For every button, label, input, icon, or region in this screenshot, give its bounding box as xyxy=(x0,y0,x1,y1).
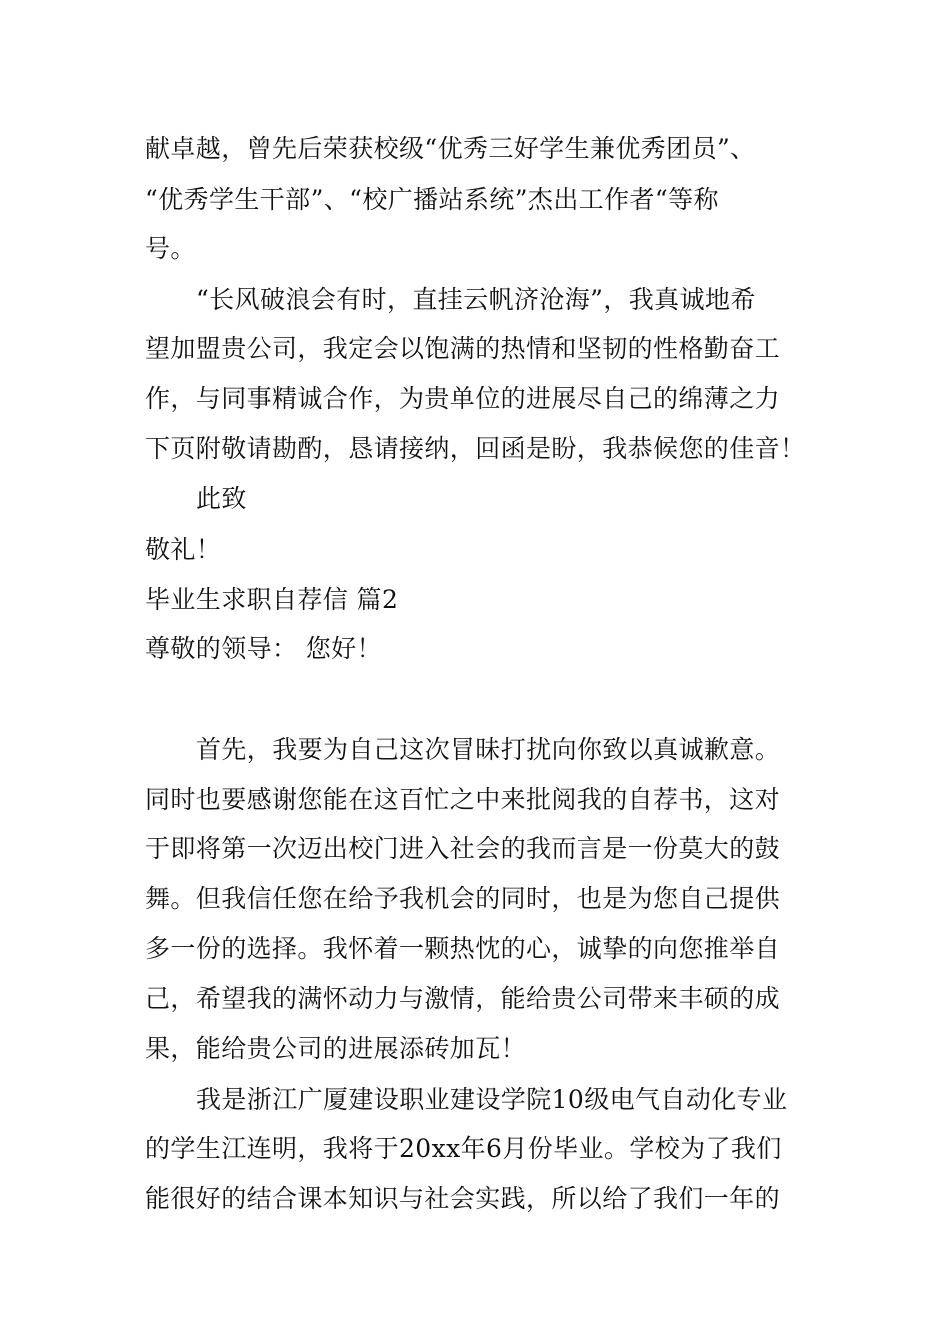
section-title: 毕业生求职自荐信 篇2 xyxy=(145,585,399,614)
text-line: 首先，我要为自己这次冒昧打扰向你致以真诚歉意。 xyxy=(196,735,781,764)
text-line: 作，与同事精诚合作，为贵单位的进展尽自己的绵薄之力 xyxy=(145,384,781,413)
text-line: 望加盟贵公司，我定会以饱满的热情和坚韧的性格勤奋工 xyxy=(145,334,781,363)
text-line: 我是浙江广厦建设职业建设学院10级电气自动化专业 xyxy=(196,1085,788,1114)
text-line: 多一份的选择。我怀着一颗热忱的心，诚挚的向您推举自 xyxy=(145,934,781,963)
text-line: “优秀学生干部”、“校广播站系统”杰出工作者“等称 xyxy=(145,185,719,214)
text-line: 舞。但我信任您在给予我机会的同时，也是为您自己提供 xyxy=(145,884,781,913)
closing-phrase: 此致 xyxy=(196,484,247,513)
text-line: 献卓越，曾先后荣获校级“优秀三好学生兼优秀团员”、 xyxy=(145,134,756,163)
text-line: 己，希望我的满怀动力与激情，能给贵公司带来丰硕的成 xyxy=(145,984,781,1013)
text-line: “长风破浪会有时，直挂云帆济沧海”，我真诚地希 xyxy=(196,285,756,314)
text-line: 号。 xyxy=(145,234,196,263)
text-line: 同时也要感谢您能在这百忙之中来批阅我的自荐书，这对 xyxy=(145,785,781,814)
text-line: 能很好的结合课本知识与社会实践，所以给了我们一年的 xyxy=(145,1184,781,1213)
closing-salute: 敬礼！ xyxy=(145,535,222,564)
text-line: 的学生江连明，我将于20xx年6月份毕业。学校为了我们 xyxy=(145,1134,782,1163)
greeting: 尊敬的领导： 您好！ xyxy=(145,634,382,663)
text-line: 于即将第一次迈出校门进入社会的我而言是一份莫大的鼓 xyxy=(145,834,781,863)
text-line: 下页附敬请勘酌，恳请接纳，回函是盼，我恭候您的佳音！ xyxy=(145,434,806,463)
text-line: 果，能给贵公司的进展添砖加瓦！ xyxy=(145,1034,527,1063)
